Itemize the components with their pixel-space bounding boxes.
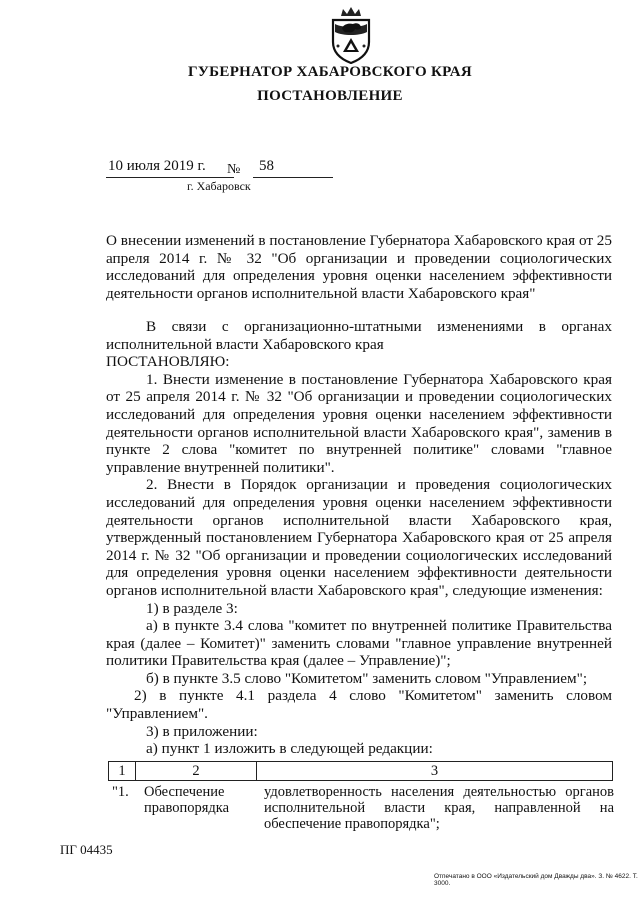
- paragraph-2: 2. Внести в Порядок организации и проведения социологических исследований для определения уровня оценки населением эффективности деятельности органов исполнительной власти Хабаровского края, утвержденный постановлением Губернатора Хабаровского края от 25 апреля 2014 г. № 32 "Об организации и проведении социологических исследований для определения уровня оценки населением эффективности деятельности органов исполнительной власти Хабаровского края", следующие изменения:: [106, 476, 612, 599]
- table-header-cell: 1: [109, 762, 136, 781]
- subparagraph-3a: а) пункт 1 изложить в следующей редакции:: [146, 740, 433, 758]
- coat-of-arms-emblem: [327, 6, 375, 64]
- subparagraph-2: 2) в пункте 4.1 раздела 4 слово "Комитетом" заменить словом "Управлением".: [106, 687, 612, 723]
- document-body: [106, 318, 612, 758]
- subparagraph-1a: а) в пункте 3.4 слова "комитет по внутренней политике Правительства края (далее – Комитет)" заменить словами "главное управление внутренней политики Правительства края (далее – Управление)";: [106, 617, 612, 670]
- date-underline: [106, 177, 234, 178]
- subparagraph-1b: б) в пункте 3.5 слово "Комитетом" заменить словом "Управлением";: [146, 669, 588, 687]
- printer-imprint: Отпечатано в ООО «Издательский дом Дважды два». З. № 4622. Т. 3000.: [434, 873, 638, 887]
- document-type: ПОСТАНОВЛЕНИЕ: [257, 88, 403, 104]
- subparagraph-1: 1) в разделе 3:: [146, 599, 238, 617]
- table-row-name: Обеспечение правопорядка: [144, 784, 230, 816]
- number-underline: [253, 177, 333, 178]
- amendment-table: [108, 761, 613, 781]
- table-header-cell: 3: [257, 762, 613, 781]
- number-label: №: [227, 162, 241, 177]
- document-city: г. Хабаровск: [187, 179, 251, 193]
- table-header-row: [109, 762, 613, 781]
- table-header-cell: 2: [136, 762, 257, 781]
- table-row-description: удовлетворенность населения деятельностью органов исполнительной власти края, направленной на обеспечение правопорядка";: [264, 784, 614, 832]
- document-number: 58: [259, 158, 274, 174]
- intro-paragraph: В связи с организационно-штатными изменениями в органах исполнительной власти Хабаровского края: [106, 318, 612, 353]
- form-code: ПГ 04435: [60, 842, 113, 857]
- document-subject: О внесении изменений в постановление Губернатора Хабаровского края от 25 апреля 2014 г. № 32 "Об организации и проведении социологических исследований для определения уровня оценки населением эффективности деятельности органов исполнительной власти Хабаровского края": [106, 232, 612, 302]
- paragraph-1: 1. Внести изменение в постановление Губернатора Хабаровского края от 25 апреля 2014 г. № 32 "Об организации и проведении социологических исследований для определения уровня оценки населением эффективности деятельности органов исполнительной власти Хабаровского края", заменив в пункте 2 слова "комитет по внутренней политике" словами "главное управление внутренней политики".: [106, 370, 612, 476]
- authority-title: ГУБЕРНАТОР ХАБАРОВСКОГО КРАЯ: [188, 64, 472, 80]
- decree-word: ПОСТАНОВЛЯЮ:: [106, 353, 230, 371]
- table-row-number: "1.: [112, 784, 129, 800]
- document-date: 10 июля 2019 г.: [108, 158, 206, 174]
- subparagraph-3: 3) в приложении:: [146, 722, 258, 740]
